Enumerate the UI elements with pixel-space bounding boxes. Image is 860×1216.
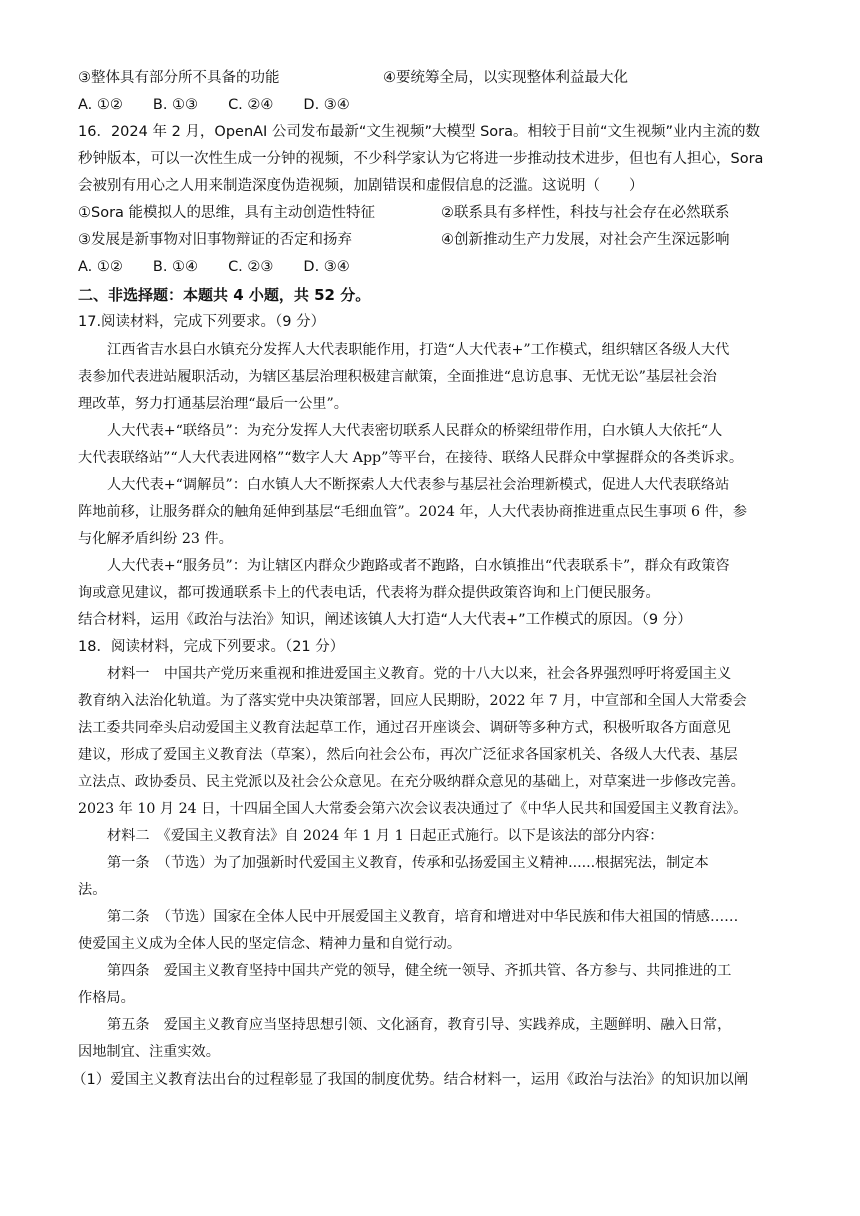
q16-options — [78, 257, 380, 277]
q15-option-b: B. ①③ — [152, 97, 199, 113]
q18-material-2-line: 第四条 爱国主义教育坚持中国共产党的领导，健全统一领导、齐抓共管、各方参与、共同推进的工 — [107, 963, 732, 979]
q17-para-line: 询或意见建议，都可拨通联系卡上的代表电话，代表将为群众提供政策咨询和上门便民服务。 — [78, 585, 660, 601]
q15-options — [78, 95, 380, 115]
q16-option-b: B. ①④ — [152, 259, 199, 275]
q18-material-2-line: 作格局。 — [78, 990, 135, 1006]
q17-para-line: 理改革，努力打通基层治理“最后一公里”。 — [78, 396, 348, 412]
q16-stem-line-3: 会被别有用心之人用来制造深度伪造视频，加剧错误和虚假信息的泛滥。这说明（ ） — [78, 178, 644, 194]
q16-stem-line-1: 16．2024 年 2 月，OpenAI 公司发布最新“文生视频”大模型 Sora。相较于目前“文生视频”业内主流的数 — [78, 124, 761, 140]
q16-statement-2: ②联系具有多样性，科技与社会存在必然联系 — [441, 205, 730, 221]
q18-material-2-line: 第一条 （节选）为了加强新时代爱国主义教育，传承和弘扬爱国主义精神......根据宪法，制定本 — [107, 855, 709, 871]
q16-stem-line-2: 秒钟版本，可以一次性生成一分钟的视频，不少科学家认为它将进一步推动技术进步，但也有人担心，Sora — [78, 151, 764, 167]
q16-statement-1: ①Sora 能模拟人的思维，具有主动创造性特征 — [78, 205, 376, 221]
q16-option-d: D. ③④ — [303, 259, 350, 275]
q15-statement-3: ③整体具有部分所不具备的功能 — [78, 70, 280, 86]
q16-statement-3: ③发展是新事物对旧事物辩证的否定和扬弃 — [78, 232, 352, 248]
q17-title: 17.阅读材料，完成下列要求。（9 分） — [78, 314, 326, 330]
q17-para-line: 人大代表+“联络员”：为充分发挥人大代表密切联系人民群众的桥梁纽带作用，白水镇人大依托“人 — [107, 423, 723, 439]
q15-option-a: A. ①② — [78, 97, 123, 113]
q16-statement-4: ④创新推动生产力发展，对社会产生深远影响 — [441, 232, 730, 248]
q18-material-1-line: 教育纳入法治化轨道。为了落实党中央决策部署，回应人民期盼，2022 年 7 月，中宣部和全国人大常委会 — [78, 693, 747, 709]
q16-option-c: C. ②③ — [228, 259, 274, 275]
q15-option-d: D. ③④ — [303, 97, 350, 113]
q17-para-line: 江西省吉水县白水镇充分发挥人大代表职能作用，打造“人大代表+”工作模式，组织辖区各级人大代 — [107, 342, 730, 358]
q18-title: 18．阅读材料，完成下列要求。（21 分） — [78, 639, 345, 655]
q17-para-line: 人大代表+“调解员”：白水镇人大不断探索人大代表参与基层社会治理新模式，促进人大代表联络站 — [107, 477, 730, 493]
q18-material-2-line: 使爱国主义成为全体人民的坚定信念、精神力量和自觉行动。 — [78, 936, 462, 952]
q18-material-2-line: 第二条 （节选）国家在全体人民中开展爱国主义教育，培育和增进对中华民族和伟大祖国的情感…… — [107, 909, 739, 925]
q17-para-line: 与化解矛盾纠纷 23 件。 — [78, 531, 233, 547]
q17-para-line: 阵地前移，让服务群众的触角延伸到基层“毛细血管”。2024 年，人大代表协商推进重点民生事项 6 件，参 — [78, 504, 748, 520]
q18-material-2-line: 因地制宜、注重实效。 — [78, 1044, 220, 1060]
q18-material-1-line: 法工委共同牵头启动爱国主义教育法起草工作，通过召开座谈会、调研等多种方式，积极听取各方面意见 — [78, 720, 731, 736]
q17-para-line: 人大代表+“服务员”：为让辖区内群众少跑路或者不跑路，白水镇推出“代表联系卡”，群众有政策咨 — [107, 558, 730, 574]
q17-para-line: 表参加代表进站履职活动，为辖区基层治理积极建言献策，全面推进“息访息事、无忧无讼”基层社会治 — [78, 369, 717, 385]
q18-material-1-line: 立法点、政协委员、民主党派以及社会公众意见。在充分吸纳群众意见的基础上，对草案进一步修改完善。 — [78, 774, 745, 790]
q18-material-1-line: 材料一 中国共产党历来重视和推进爱国主义教育。党的十八大以来，社会各界强烈呼吁将爱国主义 — [107, 666, 732, 682]
q16-option-a: A. ①② — [78, 259, 123, 275]
q17-question: 结合材料，运用《政治与法治》知识，阐述该镇人大打造“人大代表+”工作模式的原因。（9 分） — [78, 612, 692, 628]
q18-subquestion-1: （1）爱国主义教育法出台的过程彰显了我国的制度优势。结合材料一，运用《政治与法治》的知识加以阐 — [72, 1072, 749, 1088]
q18-material-1-line: 建议，形成了爱国主义教育法（草案），然后向社会公布，再次广泛征求各国家机关、各级人大代表、基层 — [78, 747, 738, 763]
q18-material-2-line: 第五条 爱国主义教育应当坚持思想引领、文化涵育，教育引导、实践养成，主题鲜明、融入日常， — [107, 1017, 732, 1033]
q18-material-2-line: 材料二 《爱国主义教育法》自 2024 年 1 月 1 日起正式施行。以下是该法的部分内容： — [107, 828, 664, 844]
q15-statement-4: ④要统筹全局，以实现整体利益最大化 — [383, 70, 628, 86]
section-2-heading: 二、非选择题：本题共 4 小题，共 52 分。 — [78, 286, 371, 304]
q15-option-c: C. ②④ — [228, 97, 274, 113]
q18-material-2-line: 法。 — [78, 882, 107, 898]
q18-material-1-line: 2023 年 10 月 24 日，十四届全国人大常委会第六次会议表决通过了《中华人民共和国爱国主义教育法》。 — [78, 801, 748, 817]
q17-para-line: 大代表联络站”“人大代表进网格”“数字人大 App”等平台，在接待、联络人民群众中掌握群众的各类诉求。 — [78, 450, 744, 466]
